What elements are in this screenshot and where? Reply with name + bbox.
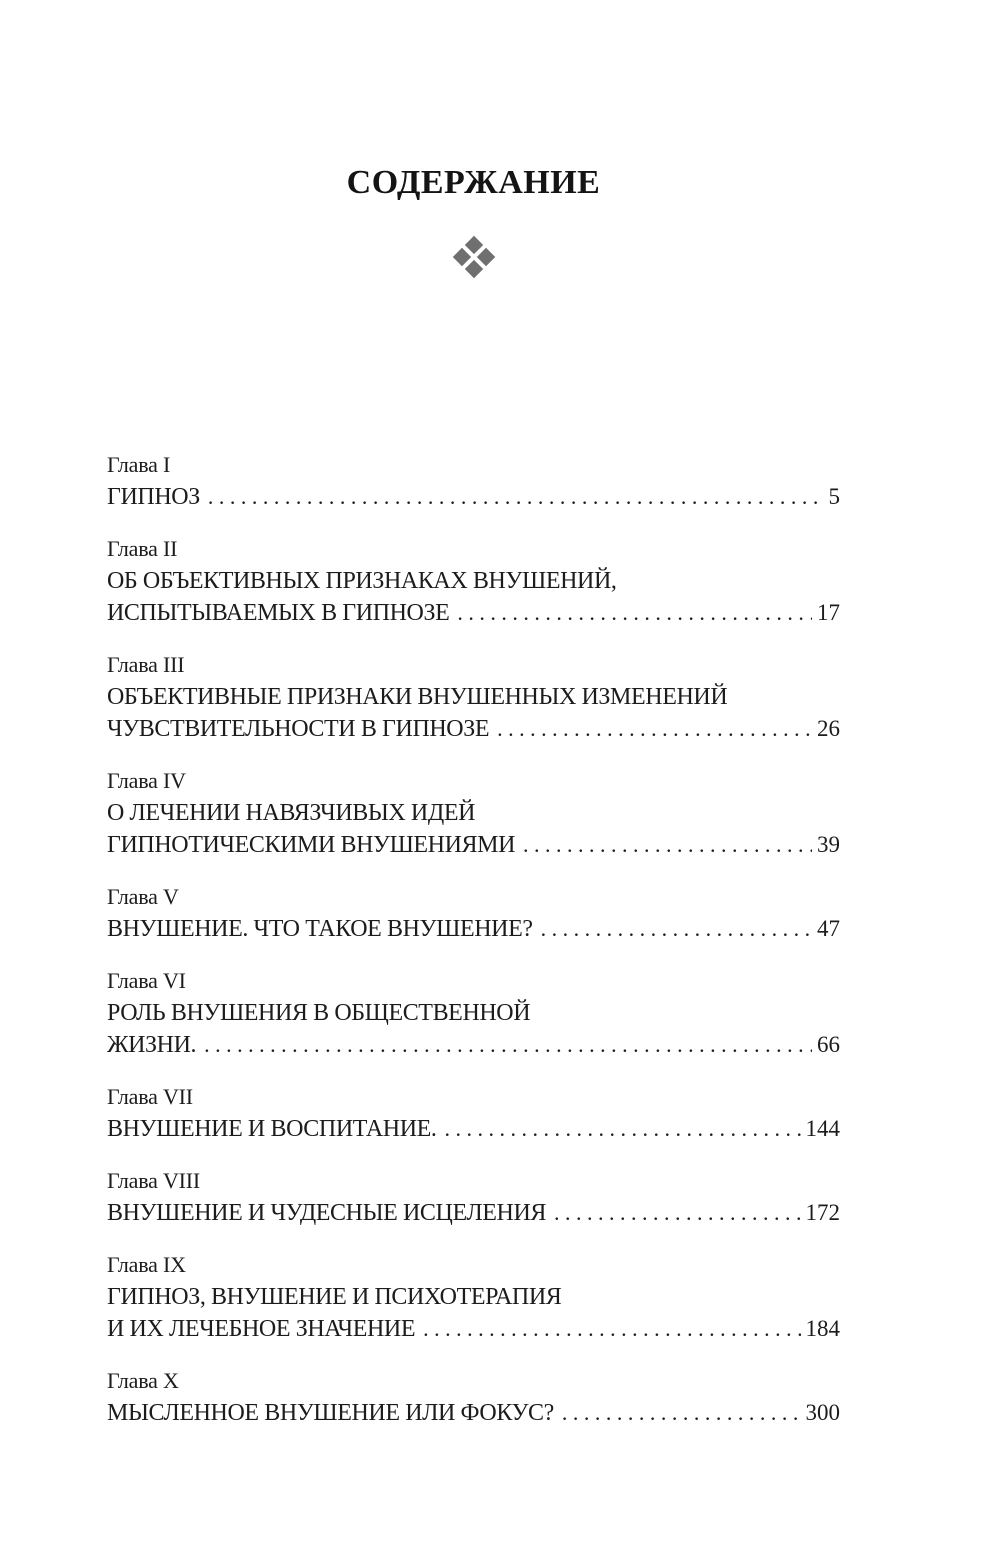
toc-title-row xyxy=(107,1397,840,1429)
toc-page-number: 17 xyxy=(817,600,840,625)
toc-page-number: 26 xyxy=(817,716,840,741)
toc-title-text: ГИПНОЗ, ВНУШЕНИЕ И ПСИХОТЕРАПИЯ xyxy=(107,1284,562,1310)
toc-title-row xyxy=(107,1029,840,1061)
toc-title-row xyxy=(107,1197,840,1229)
toc-entry-3 xyxy=(107,649,840,745)
toc-entry-9 xyxy=(107,1249,840,1345)
section-ornament xyxy=(107,235,840,279)
toc-title-text: РОЛЬ ВНУШЕНИЯ В ОБЩЕСТВЕННОЙ xyxy=(107,1000,531,1026)
toc-chapter-label: Глава IV xyxy=(107,768,186,793)
toc-title-text: И ИХ ЛЕЧЕБНОЕ ЗНАЧЕНИЕ xyxy=(107,1316,416,1342)
toc-title-text: ЧУВСТВИТЕЛЬНОСТИ В ГИПНОЗЕ xyxy=(107,716,490,742)
toc-title-row xyxy=(107,481,840,513)
toc-chapter-label: Глава VIII xyxy=(107,1168,201,1193)
toc-title-text: О ЛЕЧЕНИИ НАВЯЗЧИВЫХ ИДЕЙ xyxy=(107,800,476,826)
toc-title-text: ИСПЫТЫВАЕМЫХ В ГИПНОЗЕ xyxy=(107,600,450,626)
dot-leader xyxy=(541,913,812,945)
toc-entry-6 xyxy=(107,965,840,1061)
toc-page-number: 300 xyxy=(805,1400,840,1425)
dot-leader xyxy=(445,1113,801,1145)
toc-title-text: ОБ ОБЪЕКТИВНЫХ ПРИЗНАКАХ ВНУШЕНИЙ, xyxy=(107,568,617,594)
dot-leader xyxy=(423,1313,800,1345)
toc-entry-4 xyxy=(107,765,840,861)
toc-title-text: ГИПНОЗ xyxy=(107,484,200,510)
toc-entries xyxy=(107,449,840,1429)
toc-page xyxy=(107,0,840,1429)
toc-title-row xyxy=(107,713,840,745)
dot-leader xyxy=(457,597,812,629)
toc-page-number: 144 xyxy=(805,1116,840,1141)
toc-entry-5 xyxy=(107,881,840,945)
dot-leader xyxy=(204,1029,812,1061)
toc-page-number: 5 xyxy=(828,484,840,509)
dot-leader xyxy=(208,481,824,513)
four-diamonds-icon xyxy=(452,236,494,278)
dot-leader xyxy=(523,829,812,861)
toc-title-text: ЖИЗНИ. xyxy=(107,1032,197,1058)
toc-page-number: 172 xyxy=(805,1200,840,1225)
toc-chapter-label: Глава II xyxy=(107,536,178,561)
toc-chapter-label: Глава VII xyxy=(107,1084,193,1109)
toc-title-row xyxy=(107,829,840,861)
toc-title-row xyxy=(107,913,840,945)
page-title: СОДЕРЖАНИЕ xyxy=(346,164,601,201)
toc-title-text: ГИПНОТИЧЕСКИМИ ВНУШЕНИЯМИ xyxy=(107,832,516,858)
toc-entry-2 xyxy=(107,533,840,629)
dot-leader xyxy=(562,1397,801,1429)
toc-entry-8 xyxy=(107,1165,840,1229)
toc-title-row xyxy=(107,1313,840,1345)
toc-chapter-label: Глава I xyxy=(107,452,171,477)
toc-title-text: ОБЪЕКТИВНЫЕ ПРИЗНАКИ ВНУШЕННЫХ ИЗМЕНЕНИЙ xyxy=(107,684,728,710)
toc-chapter-label: Глава III xyxy=(107,652,185,677)
toc-page-number: 66 xyxy=(817,1032,840,1057)
toc-chapter-label: Глава VI xyxy=(107,968,186,993)
toc-title-row xyxy=(107,597,840,629)
toc-title-text: ВНУШЕНИЕ И ЧУДЕСНЫЕ ИСЦЕЛЕНИЯ xyxy=(107,1200,547,1226)
toc-page-number: 47 xyxy=(817,916,840,941)
toc-chapter-label: Глава V xyxy=(107,884,179,909)
dot-leader xyxy=(554,1197,800,1229)
toc-chapter-label: Глава IX xyxy=(107,1252,186,1277)
toc-title-row xyxy=(107,1113,840,1145)
toc-title-text: ВНУШЕНИЕ. ЧТО ТАКОЕ ВНУШЕНИЕ? xyxy=(107,916,533,942)
toc-title-text: ВНУШЕНИЕ И ВОСПИТАНИЕ. xyxy=(107,1116,437,1142)
toc-page-number: 184 xyxy=(805,1316,840,1341)
toc-chapter-label: Глава X xyxy=(107,1368,179,1393)
toc-entry-7 xyxy=(107,1081,840,1145)
toc-entry-10 xyxy=(107,1365,840,1429)
toc-entry-1 xyxy=(107,449,840,513)
dot-leader xyxy=(497,713,812,745)
toc-page-number: 39 xyxy=(817,832,840,857)
toc-title-text: МЫСЛЕННОЕ ВНУШЕНИЕ ИЛИ ФОКУС? xyxy=(107,1400,554,1426)
